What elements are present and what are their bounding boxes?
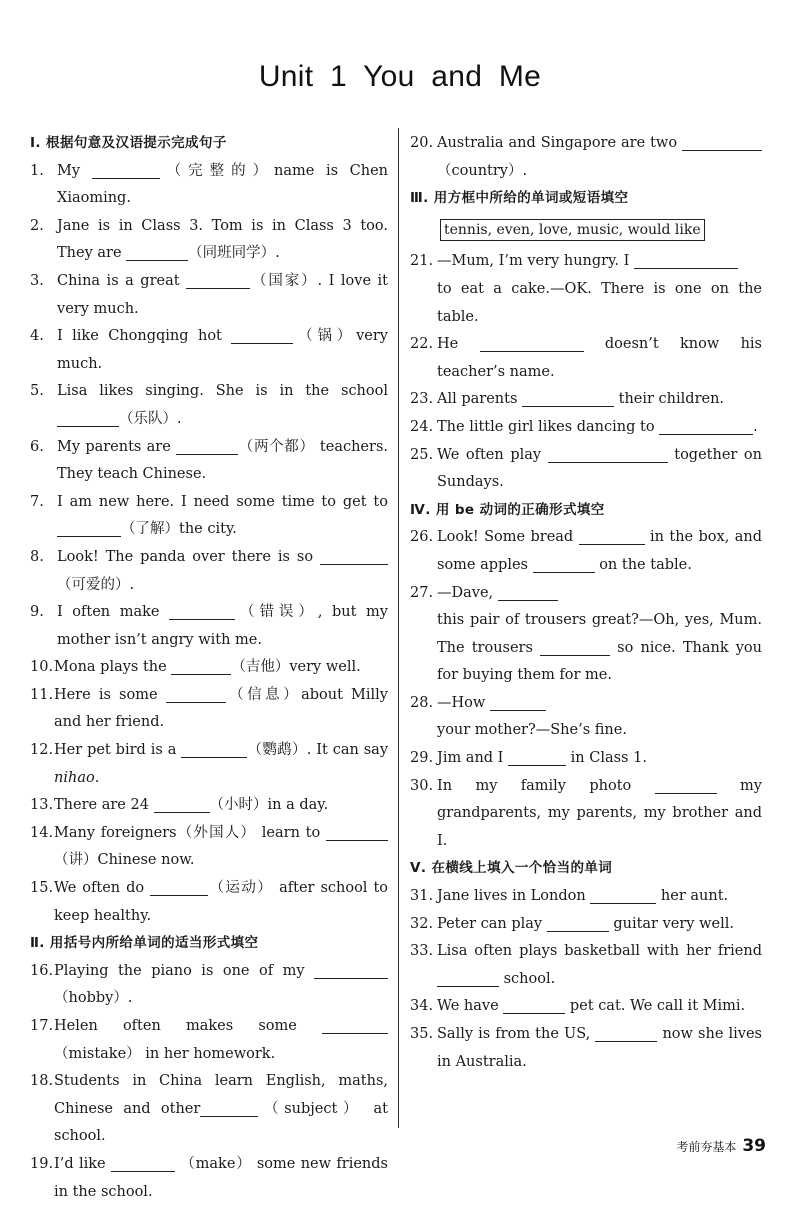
question-text-segment: Playing the piano is one of my xyxy=(54,962,314,979)
question-text-segment: Lisa likes singing. She is in the school xyxy=(57,383,388,400)
question-text-segment: （同班同学）. xyxy=(188,245,280,262)
question-item xyxy=(30,323,388,378)
question-text-segment: on the table. xyxy=(594,556,692,573)
question-number: 1. xyxy=(30,162,44,179)
answer-blank[interactable] xyxy=(169,602,235,620)
question-text-segment: （信息）about Milly and her friend. xyxy=(54,686,388,731)
question-number: 33. xyxy=(410,943,434,960)
answer-blank[interactable] xyxy=(579,527,645,545)
question-item xyxy=(410,580,762,690)
question-number: 16. xyxy=(30,962,54,979)
question-text xyxy=(437,248,762,331)
question-item xyxy=(30,792,388,820)
question-text-segment: My xyxy=(57,162,92,179)
question-text-segment: China is a great xyxy=(57,272,187,289)
question-text-segment: their children. xyxy=(614,391,725,408)
question-item xyxy=(410,524,762,579)
answer-blank[interactable] xyxy=(548,445,668,463)
question-text xyxy=(57,323,388,378)
question-text-segment: guitar very well. xyxy=(608,915,734,932)
question-text-segment: We often do xyxy=(54,880,151,897)
right-column xyxy=(410,130,762,1076)
question-text-segment: I like Chongqing hot xyxy=(57,328,232,345)
question-text xyxy=(437,745,762,773)
question-text-segment: My parents are xyxy=(57,438,177,455)
question-number: 14. xyxy=(30,824,54,841)
question-item xyxy=(30,682,388,737)
question-text-segment: （国家）. I love it very much. xyxy=(57,272,388,317)
answer-blank[interactable] xyxy=(200,1099,258,1117)
answer-blank[interactable] xyxy=(522,389,614,407)
question-number: 10. xyxy=(30,659,54,676)
question-text-segment: There are 24 xyxy=(54,797,154,814)
question-text-segment: In my family photo xyxy=(437,777,655,794)
question-text-segment: school. xyxy=(499,970,556,987)
question-item xyxy=(410,331,762,386)
question-text-segment: this pair of trousers great? xyxy=(437,612,639,629)
question-text xyxy=(437,386,762,414)
question-item xyxy=(30,1068,388,1151)
word-box: tennis, even, love, music, would like xyxy=(440,219,705,241)
answer-blank[interactable] xyxy=(503,996,565,1014)
question-text xyxy=(54,958,388,1013)
question-text-segment: doesn’t know his teacher’s name. xyxy=(437,336,762,380)
question-number: 30. xyxy=(410,777,434,794)
question-number: 32. xyxy=(410,915,434,932)
answer-blank[interactable] xyxy=(92,161,160,179)
question-text-segment: now she lives in Australia. xyxy=(437,1026,762,1070)
section-heading: Ⅳ. 用 be 动词的正确形式填空 xyxy=(410,501,605,518)
question-text-segment: （两个都） teachers. They teach Chinese. xyxy=(57,438,388,483)
question-text xyxy=(57,599,388,654)
question-item xyxy=(30,158,388,213)
question-text-segment: （mistake） in her homework. xyxy=(54,1045,276,1062)
question-text-segment: （了解）the city. xyxy=(121,521,237,538)
question-text-segment: Australia and Singapore are two xyxy=(437,135,682,151)
question-number: 34. xyxy=(410,998,434,1015)
answer-blank[interactable] xyxy=(480,334,584,352)
question-text-segment: Here is some xyxy=(54,686,166,703)
answer-blank[interactable] xyxy=(326,823,388,841)
question-text-segment: her aunt. xyxy=(656,888,729,905)
answer-blank[interactable] xyxy=(57,409,119,427)
question-number: 7. xyxy=(30,493,44,510)
question-text xyxy=(57,434,388,489)
question-text-segment: （吉他）very well. xyxy=(231,659,361,676)
question-text-segment: my grandparents, my parents, my brother and I. xyxy=(437,777,762,849)
answer-blank[interactable] xyxy=(314,961,388,979)
answer-blank[interactable] xyxy=(533,555,595,573)
question-text-segment: All parents xyxy=(437,391,523,408)
question-number: 35. xyxy=(410,1026,434,1042)
question-item xyxy=(30,958,388,1013)
question-text-segment: Students in China learn English, maths, Chinese and other xyxy=(54,1073,388,1117)
answer-blank[interactable] xyxy=(590,886,656,904)
question-item xyxy=(30,213,388,268)
question-item xyxy=(30,434,388,489)
question-text-segment: （小时）in a day. xyxy=(209,797,329,814)
question-text xyxy=(54,875,388,930)
question-text-segment: —Mum, I’m very hungry. I xyxy=(437,253,634,270)
question-number: 4. xyxy=(30,328,44,345)
question-item xyxy=(30,489,388,544)
question-text-segment: I’d like xyxy=(54,1155,112,1172)
question-text-segment: Lisa often plays basketball with her friend xyxy=(437,943,762,960)
question-text xyxy=(437,938,762,993)
question-text xyxy=(54,1068,388,1151)
question-text-segment: Jim and I xyxy=(437,750,509,767)
answer-blank[interactable] xyxy=(498,583,558,601)
question-text xyxy=(54,654,388,682)
question-text-segment: Look! The panda over there is so xyxy=(57,548,320,565)
question-text xyxy=(437,580,762,690)
question-number: 27. xyxy=(410,584,434,601)
question-text-segment: —How xyxy=(437,694,490,711)
answer-blank[interactable] xyxy=(111,1154,175,1172)
question-text-segment: （hobby）. xyxy=(54,990,133,1007)
question-number: 9. xyxy=(30,604,44,621)
question-text xyxy=(54,737,388,792)
answer-blank[interactable] xyxy=(231,326,293,344)
question-text xyxy=(437,442,762,497)
question-text-segment: I often make xyxy=(57,604,170,621)
question-text-segment: （完整的）name is Chen Xiaoming. xyxy=(57,162,388,207)
question-text-segment: （乐队）. xyxy=(119,410,182,427)
question-text-segment: in the box, and some apples xyxy=(437,529,762,573)
question-text xyxy=(57,213,388,268)
question-text xyxy=(437,690,762,745)
footer-label: 考前夯基本 xyxy=(676,1140,737,1154)
question-text-segment: to eat a cake. xyxy=(437,280,550,297)
question-item xyxy=(30,599,388,654)
answer-blank[interactable] xyxy=(682,133,762,151)
question-text xyxy=(437,414,762,442)
question-text-segment: （subject） at school. xyxy=(54,1100,388,1145)
question-item xyxy=(30,654,388,682)
answer-blank[interactable] xyxy=(508,748,566,766)
question-item xyxy=(30,820,388,875)
question-item xyxy=(30,1151,388,1206)
question-text-segment: nihao xyxy=(54,769,95,786)
question-number: 11. xyxy=(30,686,54,703)
question-item xyxy=(410,414,762,442)
question-text xyxy=(57,489,388,544)
question-item xyxy=(410,690,762,745)
question-text-segment: —Oh, yes, Mum. The trousers xyxy=(437,612,762,656)
answer-blank[interactable] xyxy=(186,271,250,289)
question-item xyxy=(410,130,762,185)
answer-blank[interactable] xyxy=(176,437,238,455)
question-text-segment: —Dave, xyxy=(437,584,498,601)
question-number: 3. xyxy=(30,272,44,289)
answer-blank[interactable] xyxy=(322,1016,388,1034)
question-item xyxy=(410,773,762,856)
question-item xyxy=(30,268,388,323)
question-text xyxy=(57,544,388,599)
question-text-segment: I am new here. I need some time to get to xyxy=(57,493,388,510)
question-text xyxy=(57,158,388,213)
question-number: 5. xyxy=(30,383,44,400)
question-item xyxy=(410,442,762,497)
answer-blank[interactable] xyxy=(547,914,609,932)
question-text-segment: （讲）Chinese now. xyxy=(54,852,195,869)
question-number: 6. xyxy=(30,438,44,455)
answer-blank[interactable] xyxy=(634,251,738,269)
question-number: 17. xyxy=(30,1018,54,1034)
answer-blank[interactable] xyxy=(659,417,753,435)
question-number: 21. xyxy=(410,253,434,270)
question-number: 22. xyxy=(410,336,434,353)
question-text-segment: Peter can play xyxy=(437,915,547,932)
question-text-segment: Sally is from the US, xyxy=(437,1026,596,1042)
question-text-segment: （错误）, but my mother isn’t angry with me. xyxy=(57,604,388,648)
question-text-segment: Helen often makes some xyxy=(54,1018,322,1034)
answer-blank[interactable] xyxy=(150,878,208,896)
question-number: 29. xyxy=(410,750,434,767)
question-item xyxy=(410,248,762,331)
answer-blank[interactable] xyxy=(171,657,231,675)
question-text-segment: （make） some new friends in the school. xyxy=(54,1155,388,1200)
question-number: 12. xyxy=(30,742,54,759)
answer-blank[interactable] xyxy=(181,740,247,758)
question-text-segment: He xyxy=(437,336,480,353)
question-text xyxy=(437,773,762,856)
question-text xyxy=(437,1021,762,1076)
answer-blank[interactable] xyxy=(166,685,226,703)
question-text xyxy=(437,911,762,939)
answer-blank[interactable] xyxy=(126,243,188,261)
question-text-segment: pet cat. We call it Mimi. xyxy=(565,998,746,1015)
question-text xyxy=(54,1013,388,1068)
section-heading: Ⅱ. 用括号内所给单词的适当形式填空 xyxy=(30,935,259,952)
question-text-segment: so nice. Thank you for buying them for me. xyxy=(437,639,763,684)
question-number: 15. xyxy=(30,880,54,897)
question-text xyxy=(54,682,388,737)
answer-blank[interactable] xyxy=(320,547,388,565)
question-text-segment: The little girl likes dancing to xyxy=(437,418,660,435)
question-text-segment: （运动） after school to keep healthy. xyxy=(54,880,389,924)
question-item xyxy=(30,875,388,930)
question-text-segment: （鹦鹉）. It can say xyxy=(247,742,389,759)
question-number: 25. xyxy=(410,446,434,463)
question-text xyxy=(437,331,762,386)
answer-blank[interactable] xyxy=(655,776,717,794)
question-number: 31. xyxy=(410,888,434,905)
question-item xyxy=(410,911,762,939)
section-heading: Ⅴ. 在横线上填入一个恰当的单词 xyxy=(410,860,613,877)
question-text xyxy=(57,268,388,323)
page-footer xyxy=(676,1136,766,1156)
question-text-segment: . xyxy=(753,418,758,435)
question-item xyxy=(410,745,762,773)
question-text-segment: Many foreigners（外国人） learn to xyxy=(54,824,326,841)
answer-blank[interactable] xyxy=(437,969,499,987)
question-text-segment: . xyxy=(94,769,100,786)
question-text xyxy=(54,1151,388,1206)
question-text-segment: （country）. xyxy=(437,162,528,179)
section-heading: Ⅰ. 根据句意及汉语提示完成句子 xyxy=(30,135,227,151)
column-divider xyxy=(398,128,399,1128)
question-text-segment: Her pet bird is a xyxy=(54,742,182,759)
question-number: 13. xyxy=(30,797,54,814)
page-title: Unit 1 You and Me xyxy=(258,60,542,93)
question-text-segment: in Class 1. xyxy=(566,750,647,767)
answer-blank[interactable] xyxy=(540,638,610,656)
question-item xyxy=(30,378,388,433)
question-number: 8. xyxy=(30,548,44,565)
question-text xyxy=(57,378,388,433)
question-text-segment: —She’s fine. xyxy=(535,722,627,739)
question-number: 23. xyxy=(410,391,434,408)
question-item xyxy=(410,993,762,1021)
question-number: 26. xyxy=(410,529,434,546)
question-text-segment: （可爱的）. xyxy=(57,576,135,593)
question-text xyxy=(437,883,762,911)
section-heading: Ⅲ. 用方框中所给的单词或短语填空 xyxy=(410,190,629,207)
question-text xyxy=(437,993,762,1021)
question-text-segment: together on Sundays. xyxy=(437,446,762,491)
answer-blank[interactable] xyxy=(490,693,546,711)
question-text xyxy=(54,820,388,875)
question-text xyxy=(437,130,762,185)
question-number: 28. xyxy=(410,694,434,711)
question-number: 24. xyxy=(410,418,434,435)
question-number: 18. xyxy=(30,1073,54,1090)
question-number: 19. xyxy=(30,1155,54,1172)
question-item xyxy=(410,938,762,993)
question-text-segment: Mona plays the xyxy=(54,659,172,676)
question-text-segment: We have xyxy=(437,998,504,1015)
answer-blank[interactable] xyxy=(595,1024,657,1042)
question-text-segment: （锅）very much. xyxy=(57,328,388,372)
page-number: 39 xyxy=(742,1136,766,1156)
question-item xyxy=(410,1021,762,1076)
answer-blank[interactable] xyxy=(57,519,121,537)
question-item xyxy=(30,544,388,599)
question-text-segment: your mother? xyxy=(437,722,536,739)
question-text xyxy=(437,524,762,579)
question-item xyxy=(410,386,762,414)
question-item xyxy=(30,737,388,792)
question-text-segment: Look! Some bread xyxy=(437,529,579,546)
question-number: 2. xyxy=(30,217,44,234)
question-text-segment: Jane lives in London xyxy=(437,888,591,905)
question-text-segment: Jane is in Class 3. Tom is in Class 3 too. They are xyxy=(57,217,388,262)
question-item xyxy=(30,1013,388,1068)
question-number: 20. xyxy=(410,135,434,151)
left-column xyxy=(30,130,388,1206)
question-text-segment: —OK. There is one on the table. xyxy=(437,280,762,325)
question-item xyxy=(410,883,762,911)
answer-blank[interactable] xyxy=(154,795,210,813)
question-text xyxy=(54,792,388,820)
question-text-segment: We often play xyxy=(437,446,548,463)
